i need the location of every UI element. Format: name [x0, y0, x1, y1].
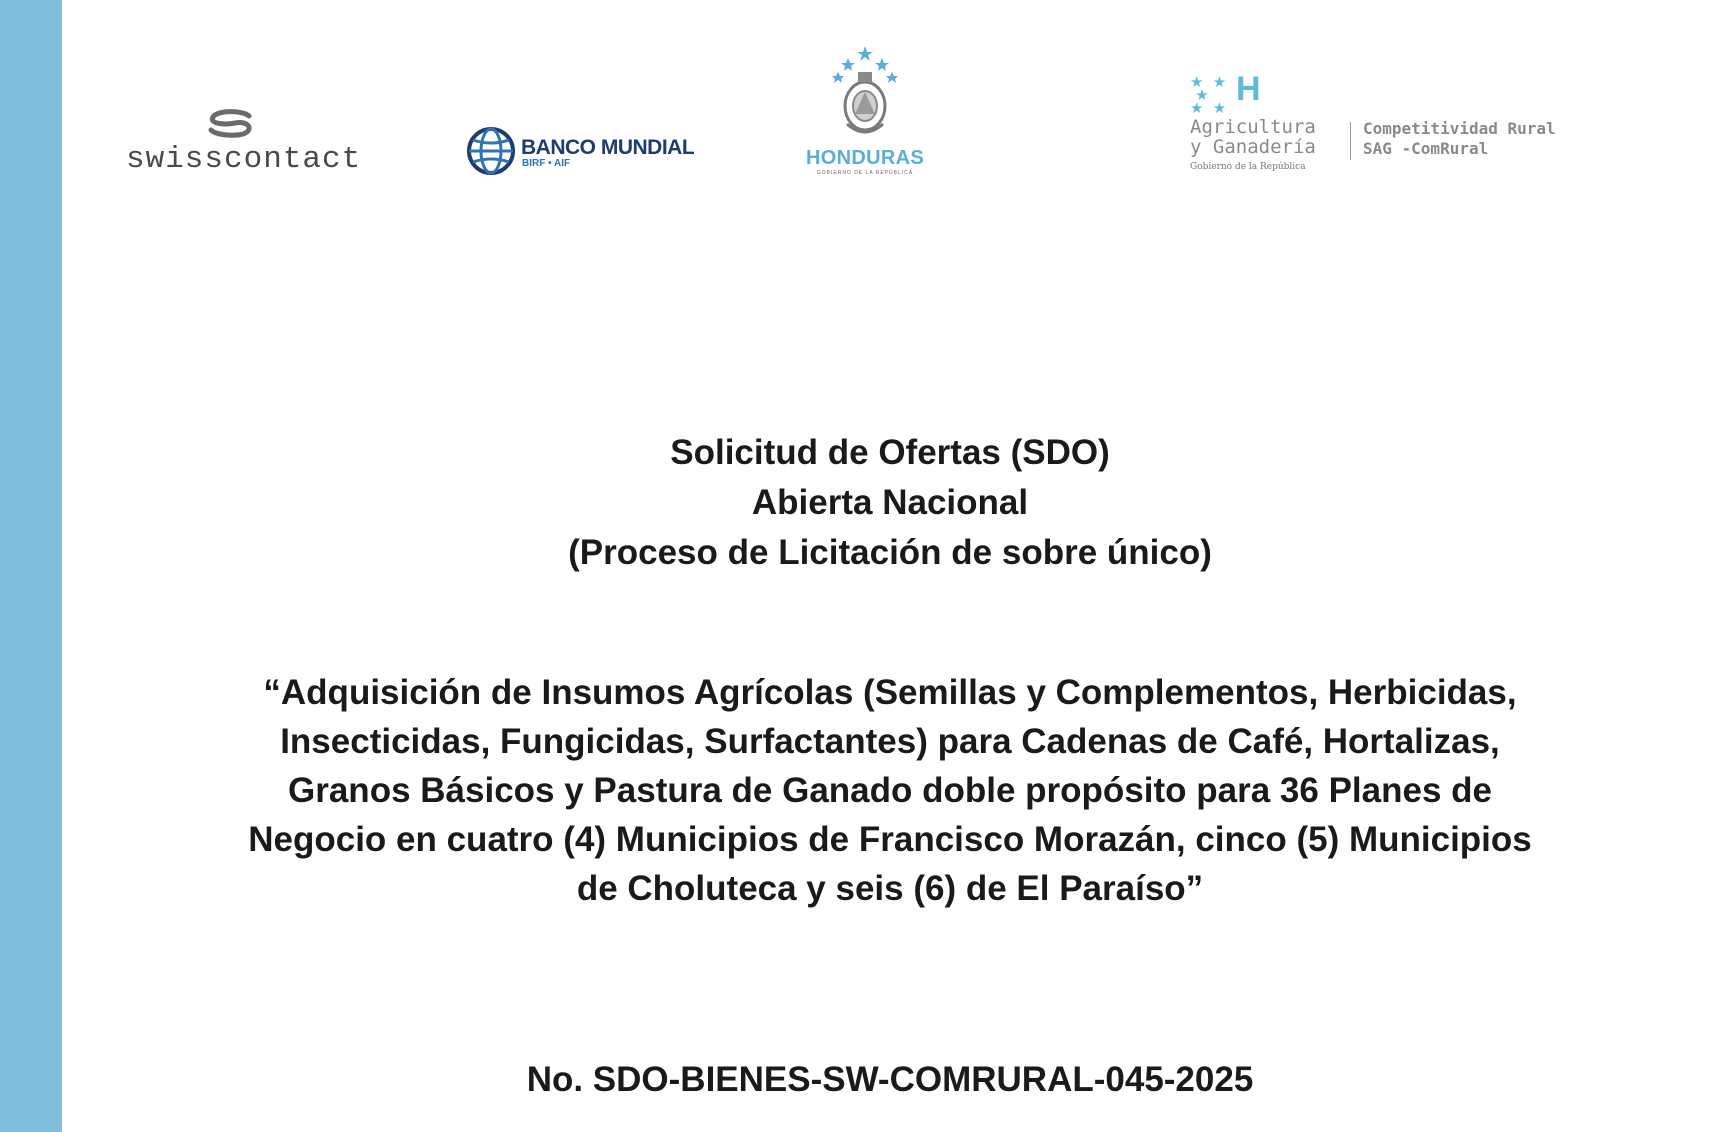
swisscontact-wordmark: swisscontact: [126, 142, 362, 177]
honduras-logo: [790, 44, 940, 184]
banco-mundial-logo: [466, 126, 706, 182]
sag-gobierno: Gobierno de la República: [1190, 162, 1306, 172]
process-number: No. SDO-BIENES-SW-COMRURAL-045-2025: [526, 1060, 1254, 1099]
stars-icon: ★ ★ ★ ★ ★: [1190, 74, 1231, 117]
heading-line-1: Solicitud de Ofertas (SDO): [670, 433, 1110, 472]
heading-line-2: Abierta Nacional: [751, 483, 1029, 522]
sag-letter: H: [1236, 70, 1261, 108]
procurement-subject: “Adquisición de Insumos Agrícolas (Semillas y Complementos, Herbicidas, Insecticidas, Fungicidas, Surfactantes) para Cadenas de Café, Hortalizas, Granos Básicos y Pastura de Ganado doble propósito para 36 Planes de Negocio en cuatro (4) Municipios de Francisco Morazán, cinco (5) Municipios de Choluteca y seis (6) de El Paraíso”: [248, 673, 1532, 908]
honduras-subtitle: GOBIERNO DE LA REPÚBLICA: [816, 170, 914, 176]
globe-icon: [466, 126, 516, 176]
honduras-coat-of-arms-icon: [820, 44, 910, 144]
swisscontact-logo: [123, 100, 363, 180]
sag-line-2: y Ganadería: [1190, 136, 1316, 158]
banco-mundial-subtitle: BIRF • AIF: [522, 158, 571, 169]
honduras-wordmark: HONDURAS: [806, 147, 924, 169]
sag-line-1: Agricultura: [1190, 116, 1316, 138]
comrural-line-2: SAG -ComRural: [1363, 139, 1489, 158]
sag-divider: [1350, 122, 1351, 160]
swisscontact-swirl-icon: [203, 108, 263, 138]
heading-line-3: (Proceso de Licitación de sobre único): [568, 533, 1212, 572]
left-accent-bar: [0, 0, 62, 1132]
banco-mundial-name: BANCO MUNDIAL: [521, 136, 695, 159]
document-heading: [360, 428, 1420, 578]
sag-comrural-logo: [1190, 70, 1610, 184]
comrural-line-1: Competitividad Rural: [1363, 119, 1556, 138]
